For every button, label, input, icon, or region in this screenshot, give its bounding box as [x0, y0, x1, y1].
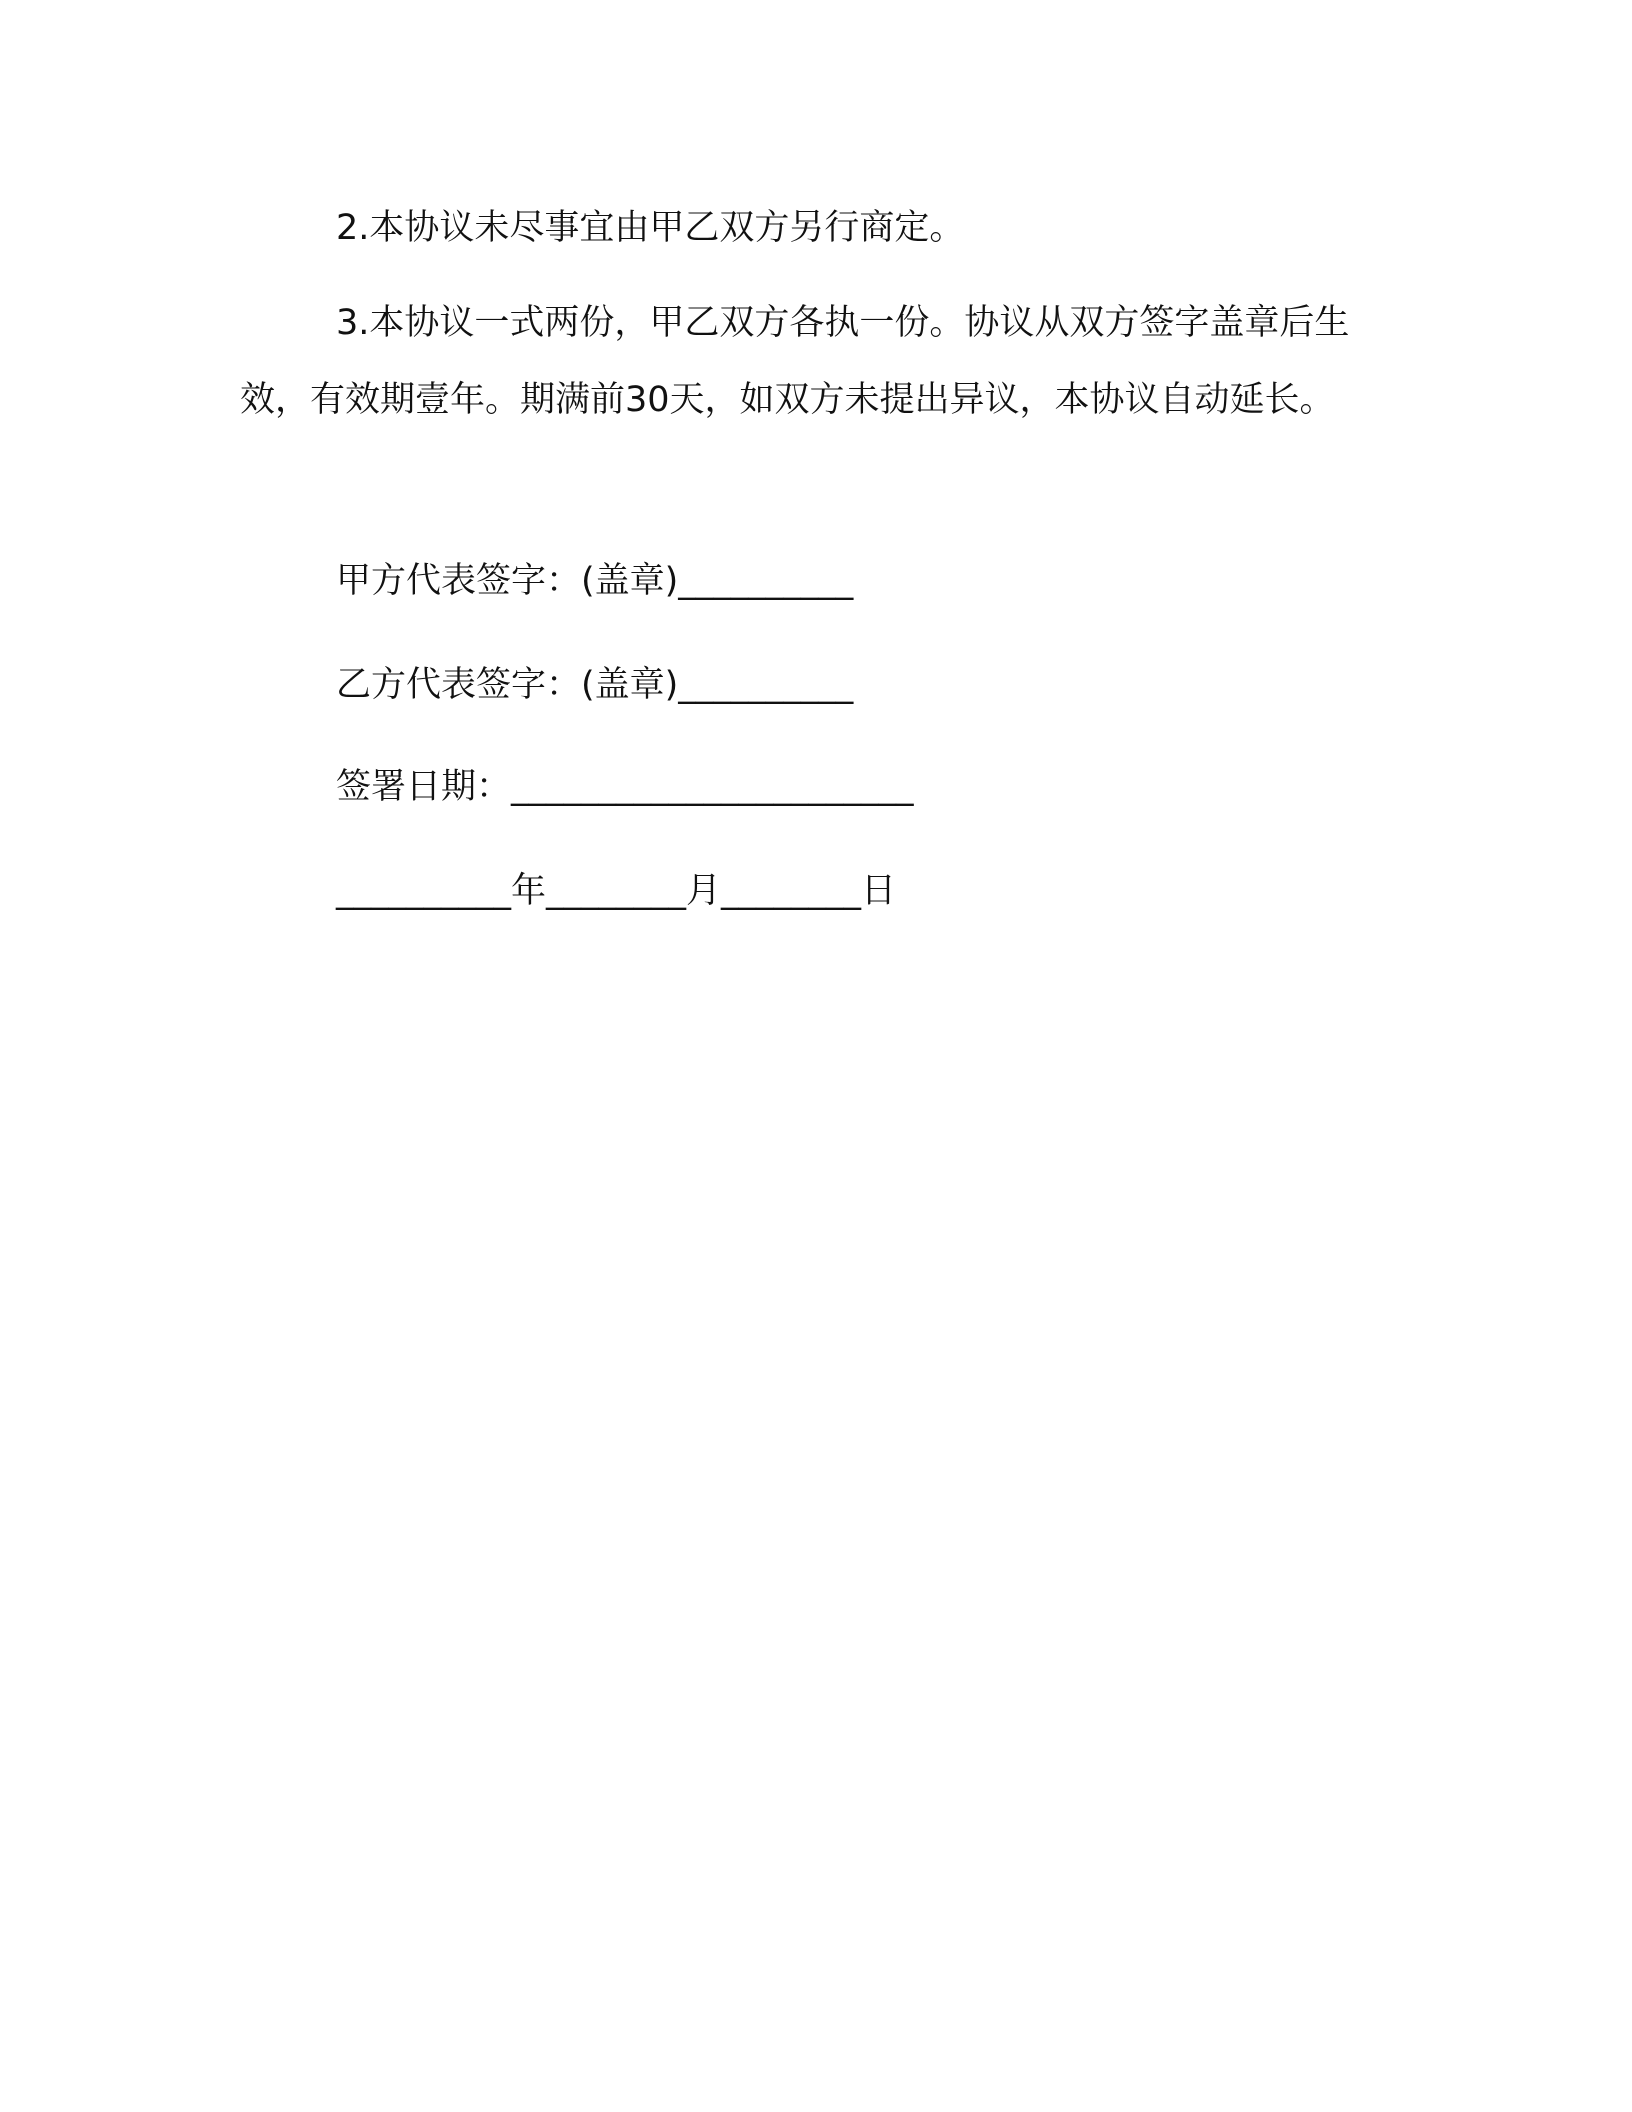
- clause-3-paragraph: 3.本协议一式两份，甲乙双方各执一份。协议从双方签字盖章后生效，有效期壹年。期满前30天，如双方未提出异议，本协议自动延长。: [240, 303, 1350, 420]
- date-fill-line: __________年________月________日: [336, 871, 897, 911]
- signing-date-line: 签署日期：_______________________: [336, 767, 914, 807]
- party-b-signature-line: 乙方代表签字：(盖章)__________: [336, 665, 854, 705]
- clause-2-paragraph: 2.本协议未尽事宜由甲乙双方另行商定。: [336, 208, 965, 248]
- party-a-signature-line: 甲方代表签字：(盖章)__________: [336, 561, 854, 601]
